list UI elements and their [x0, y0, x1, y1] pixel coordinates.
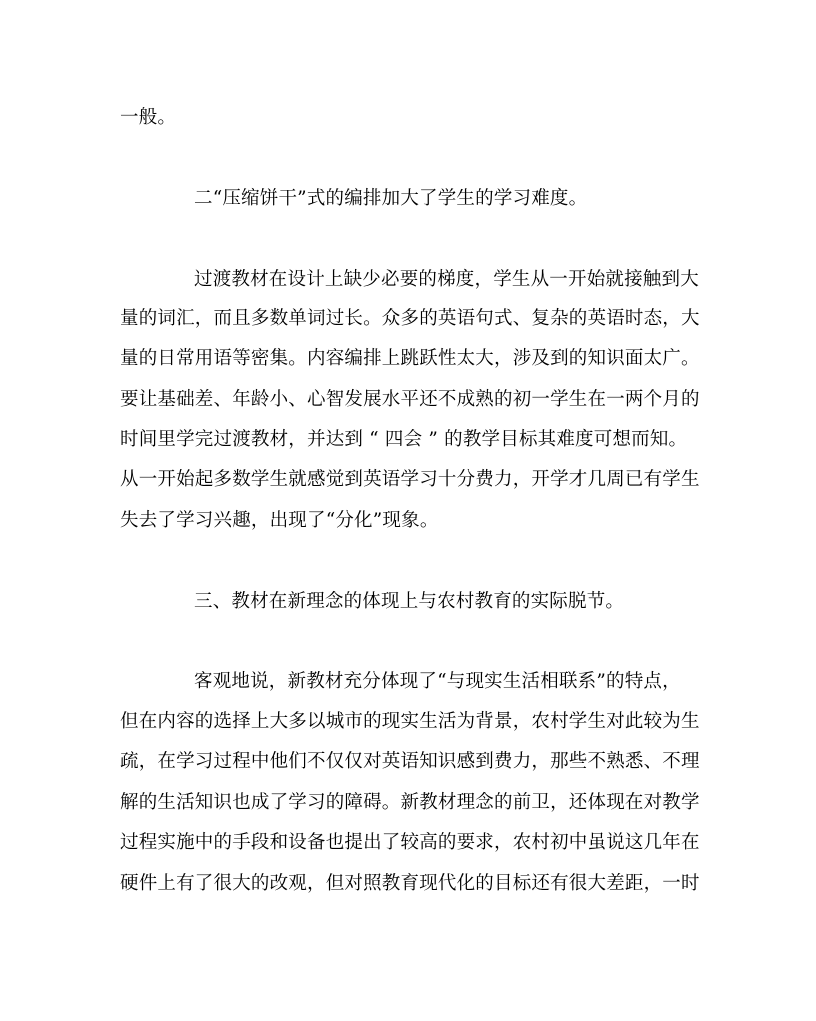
section-heading-3: 三、教材在新理念的体现上与农村教育的实际脱节。	[194, 591, 625, 612]
paragraph-line-10: 疏，在学习过程中他们不仅仅对英语知识感到费力，那些不熟悉、不理	[120, 751, 700, 772]
paragraph-line-3: 量的日常用语等密集。内容编排上跳跃性太大，涉及到的知识面太广。	[120, 348, 700, 369]
paragraph-line-13: 硬件上有了很大的改观，但对照教育现代化的目标还有很大差距，一时	[120, 873, 700, 894]
paragraph-line-1: 过渡教材在设计上缺少必要的梯度，学生从一开始就接触到大	[194, 269, 699, 290]
text-line-1: 一般。	[120, 107, 177, 128]
paragraph-line-12: 过程实施中的手段和设备也提出了较高的要求，农村初中虽说这几年在	[120, 832, 700, 853]
paragraph-line-8: 客观地说，新教材充分体现了“与现实生活相联系”的特点，	[194, 671, 681, 692]
paragraph-line-5: 时间里学完过渡教材，并达到 “ 四会 ” 的教学目标其难度可想而知。	[120, 429, 688, 450]
section-heading-2: 二“压缩饼干”式的编排加大了学生的学习难度。	[194, 188, 588, 209]
paragraph-line-11: 解的生活知识也成了学习的障碍。新教材理念的前卫，还体现在对教学	[120, 792, 700, 813]
paragraph-line-9: 但在内容的选择上大多以城市的现实生活为背景，农村学生对此较为生	[120, 711, 700, 732]
paragraph-line-6: 从一开始起多数学生就感觉到英语学习十分费力，开学才几周已有学生	[120, 469, 700, 490]
paragraph-line-4: 要让基础差、年龄小、心智发展水平还不成熟的初一学生在一两个月的	[120, 389, 700, 410]
paragraph-line-7: 失去了学习兴趣，出现了“分化”现象。	[120, 510, 439, 531]
paragraph-line-2: 量的词汇，而且多数单词过长。众多的英语句式、复杂的英语时态，大	[120, 308, 700, 329]
